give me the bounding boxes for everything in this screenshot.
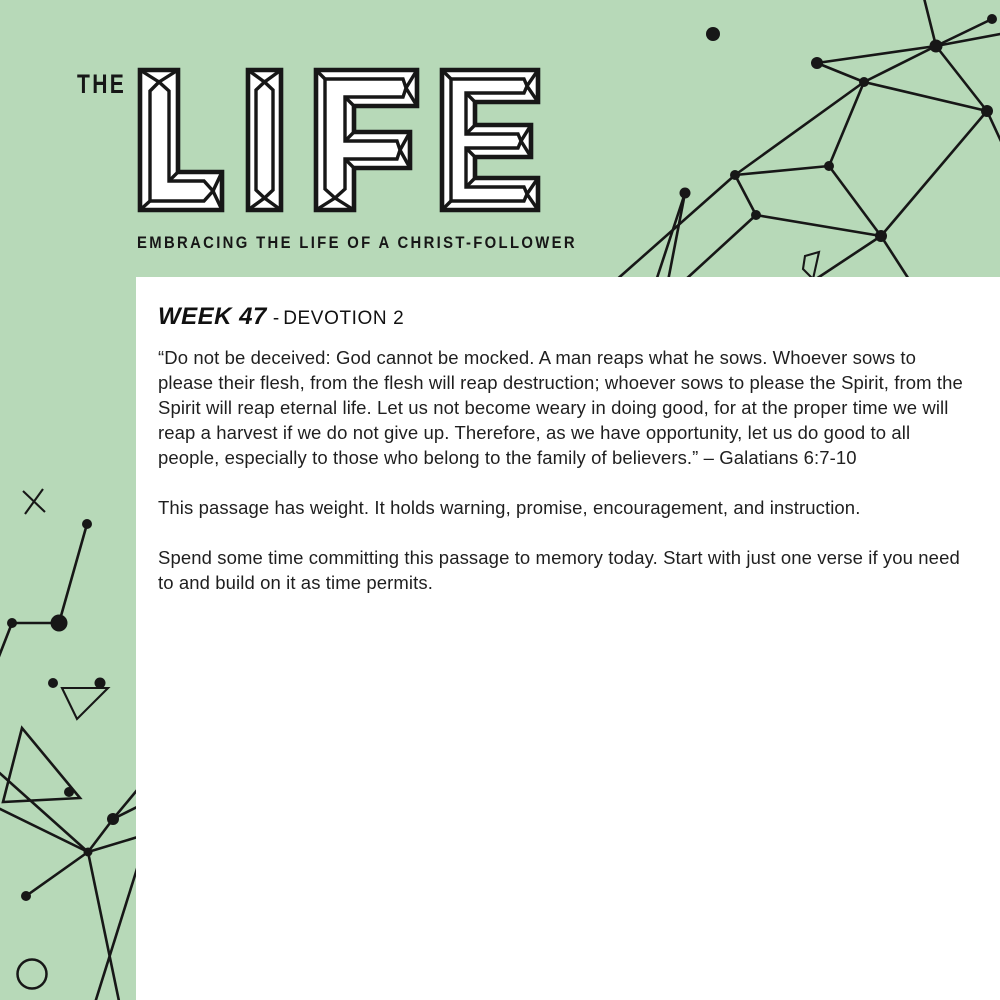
page-title xyxy=(158,303,970,331)
body-paragraph: This passage has weight. It holds warning, promise, encouragement, and instruction. xyxy=(158,497,861,518)
triangle-outline-small xyxy=(62,688,108,719)
scripture-paragraph: “Do not be deceived: God cannot be mocked. A man reaps what he sows. Whoever sows to please their flesh, from the flesh will reap destruction; whoever sows to please the Spirit, from the Spirit will reap eternal life. Let us not become weary in doing good, for at the proper time we will reap a harvest if we do not give up. Therefore, as we have opportunity, let us do good to all people, especially to those who belong to the family of believers.” – Galatians 6:7-10 xyxy=(158,347,963,468)
x-mark-icon xyxy=(23,489,45,514)
week-label: WEEK 47 xyxy=(158,303,267,330)
circle-outline-icon xyxy=(18,960,47,989)
logo-the-text: THE xyxy=(77,69,127,99)
content-panel xyxy=(136,277,1000,1000)
constellation-left xyxy=(0,489,149,1000)
letter-l xyxy=(140,70,222,210)
letter-i xyxy=(248,70,281,210)
body-paragraph: Spend some time committing this passage to memory today. Start with just one verse if you need to and build on it as time permits. xyxy=(158,547,960,593)
title-separator: - xyxy=(272,308,280,329)
constellation-top-right xyxy=(614,0,1000,283)
devotion-label: DEVOTION 2 xyxy=(283,308,405,329)
letter-f xyxy=(316,70,417,210)
logo-life-beveled-letters xyxy=(135,64,545,216)
logo-tagline: EMBRACING THE LIFE OF A CHRIST-FOLLOWER xyxy=(137,234,577,252)
letter-e xyxy=(442,70,538,210)
